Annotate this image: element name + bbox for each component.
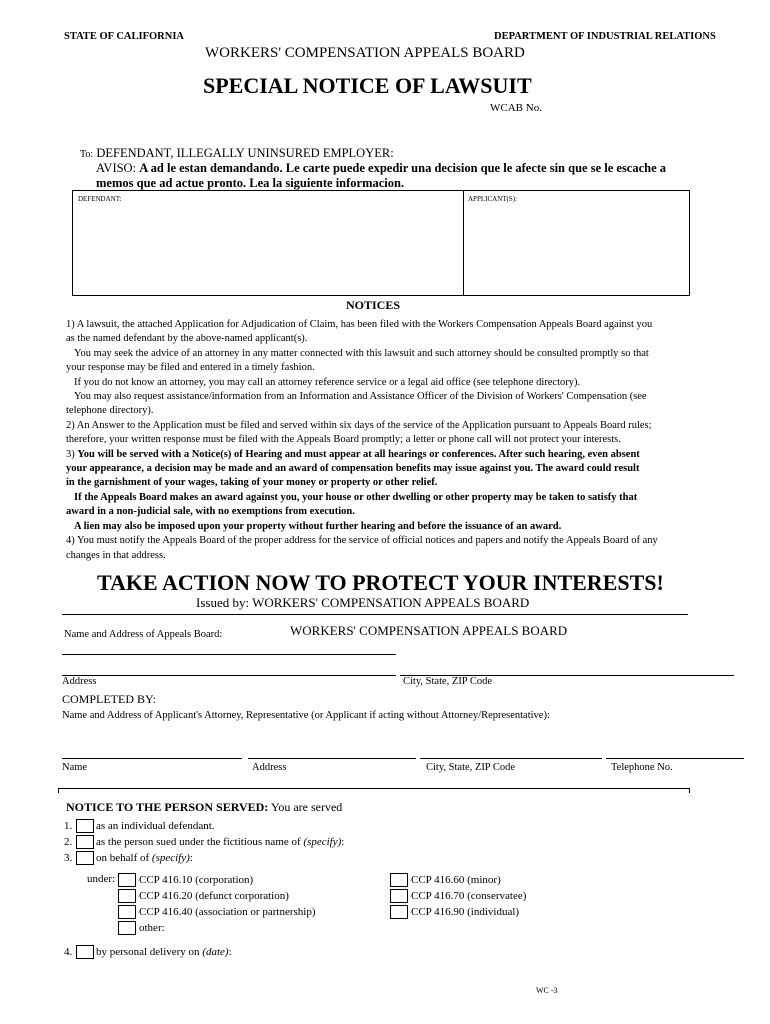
- notice-2-line: therefore, your written response must be filed with the Appeals Board promptly; a letter or phone call will not protect your interests.: [66, 434, 621, 446]
- notice-1-line: telephone directory).: [66, 405, 154, 417]
- notices-heading: NOTICES: [346, 298, 401, 312]
- item-4-label: [96, 946, 232, 958]
- ccp-416-70-label: CCP 416.70 (conservatee): [411, 890, 527, 902]
- aviso-line-1: [96, 161, 666, 176]
- applicant-label: APPLICANT(S):: [468, 195, 518, 203]
- board-name-line: [62, 654, 396, 655]
- ccp-416-40-label: CCP 416.40 (association or partnership): [139, 906, 316, 918]
- served-heading: [66, 800, 342, 815]
- served-box-top: [58, 788, 690, 793]
- ccp-416-70-checkbox[interactable]: [390, 889, 408, 903]
- aviso-label: AVISO:: [96, 161, 137, 175]
- item-1-number: 1.: [64, 820, 73, 832]
- divider: [62, 614, 688, 615]
- notice-3-line: A lien may also be imposed upon your property without further hearing and before the issuance of an award.: [74, 520, 562, 532]
- notice-4-line: 4) You must notify the Appeals Board of the proper address for the service of official notices and papers and notify the Appeals Board of any: [66, 535, 658, 547]
- defendant-label: DEFENDANT:: [78, 195, 122, 203]
- ccp-416-20-checkbox[interactable]: [118, 889, 136, 903]
- ccp-416-90-checkbox[interactable]: [390, 905, 408, 919]
- item-3-text: on behalf of: [96, 852, 152, 864]
- item-3-colon: :: [189, 852, 193, 864]
- item-4-text: by personal delivery on: [96, 946, 203, 958]
- address-line: [248, 758, 416, 759]
- item-3-label: [96, 852, 193, 864]
- ccp-416-90-label: CCP 416.90 (individual): [411, 906, 520, 918]
- board-name-label: Name and Address of Appeals Board:: [64, 629, 223, 640]
- state-label: STATE OF CALIFORNIA: [64, 31, 184, 42]
- notice-1-line: You may seek the advice of an attorney in any matter connected with this lawsuit and such attorney should be consulted promptly so that: [74, 347, 649, 359]
- individual-defendant-checkbox[interactable]: [76, 819, 94, 833]
- form-id: WC -3: [536, 986, 558, 995]
- item-2-text: as the person sued under the fictitious name of: [96, 836, 304, 848]
- notice-1-line: If you do not know an attorney, you may call an attorney reference service or a legal aid office (see telephone directory).: [74, 376, 581, 388]
- name-line: [62, 758, 242, 759]
- completed-by-label: COMPLETED BY:: [62, 692, 156, 706]
- board-name-value: WORKERS' COMPENSATION APPEALS BOARD: [290, 623, 568, 638]
- notice-3-number: 3): [66, 448, 75, 460]
- item-2-label: [96, 836, 344, 848]
- board-city-label: City, State, ZIP Code: [403, 676, 493, 687]
- board-address-line: [62, 675, 396, 676]
- notice-3-line: If the Appeals Board makes an award against you, your house or other dwelling or other property may be taken to satisfy that: [74, 491, 638, 503]
- action-title: TAKE ACTION NOW TO PROTECT YOUR INTERESTS!: [97, 570, 664, 595]
- to-line: [80, 146, 394, 161]
- notice-1-line: 1) A lawsuit, the attached Application for Adjudication of Claim, has been filed with the Workers Compensation Appeals Board against you: [66, 319, 653, 330]
- notice-1-line: You may also request assistance/information from an Information and Assistance Officer of the Division of Workers' Compensation (see: [74, 391, 647, 403]
- notice-3-text: You will be served with a Notice(s) of Hearing and must appear at all hearings or conferences. After such hearing, even absent: [77, 448, 640, 460]
- notice-1-line: your response may be filed and entered in a timely fashion.: [66, 362, 315, 374]
- to-prefix: To:: [80, 149, 94, 160]
- telephone-label: Telephone No.: [611, 762, 673, 773]
- parties-box: [72, 190, 690, 296]
- telephone-line: [606, 758, 744, 759]
- ccp-416-20-label: CCP 416.20 (defunct corporation): [139, 890, 289, 902]
- completed-by-sublabel: Name and Address of Applicant's Attorney, Representative (or Applicant if acting without Attorney/Representative):: [62, 710, 550, 721]
- ccp-416-60-label: CCP 416.60 (minor): [411, 874, 501, 886]
- served-heading-rest: You are served: [268, 800, 343, 814]
- item-1-label: as an individual defendant.: [96, 820, 215, 832]
- under-label: under:: [87, 873, 116, 885]
- notices-body: [66, 318, 726, 563]
- notice-3-line: [66, 448, 726, 462]
- notice-4-line: changes in that address.: [66, 549, 166, 561]
- notice-3-line: in the garnishment of your wages, taking of your money or property or other relief.: [66, 477, 438, 489]
- department-label: DEPARTMENT OF INDUSTRIAL RELATIONS: [494, 31, 716, 42]
- ccp-416-40-checkbox[interactable]: [118, 905, 136, 919]
- fictitious-name-checkbox[interactable]: [76, 835, 94, 849]
- ccp-416-60-checkbox[interactable]: [390, 873, 408, 887]
- city-label: City, State, ZIP Code: [426, 762, 516, 773]
- served-heading-bold: NOTICE TO THE PERSON SERVED:: [66, 800, 269, 814]
- aviso-text-1: A ad le estan demandando. Le carte puede expedir una decision que le afecte sin que se le escache a: [139, 161, 667, 175]
- item-2-specify: (specify): [303, 836, 342, 848]
- on-behalf-checkbox[interactable]: [76, 851, 94, 865]
- item-4-date: (date): [202, 946, 229, 958]
- notice-3-line: award in a non-judicial sale, with no exemptions from execution.: [66, 506, 355, 518]
- ccp-416-10-label: CCP 416.10 (corporation): [139, 874, 254, 886]
- notice-3-line: your appearance, a decision may be made and an award of compensation benefits may issue against you. The award could result: [66, 463, 640, 475]
- city-line: [420, 758, 602, 759]
- other-checkbox[interactable]: [118, 921, 136, 935]
- board-address-label: Address: [62, 676, 97, 687]
- issued-by: Issued by: WORKERS' COMPENSATION APPEALS BOARD: [196, 595, 530, 610]
- other-label: other:: [139, 922, 165, 934]
- parties-divider: [463, 190, 464, 296]
- item-2-number: 2.: [64, 836, 73, 848]
- personal-delivery-checkbox[interactable]: [76, 945, 94, 959]
- notice-2-line: 2) An Answer to the Application must be filed and served within six days of the service of the Application pursuant to Appeals Board rules;: [66, 419, 652, 431]
- notice-1-line: as the named defendant by the above-named applicant(s).: [66, 333, 308, 345]
- item-4-number: 4.: [64, 946, 73, 958]
- aviso-line-2: memos que ad actue pronto. Lea la siguiente informacion.: [96, 176, 405, 190]
- to-text: DEFENDANT, ILLEGALLY UNINSURED EMPLOYER:: [96, 146, 394, 160]
- wcab-number-label: WCAB No.: [490, 102, 542, 114]
- ccp-416-10-checkbox[interactable]: [118, 873, 136, 887]
- item-4-colon: :: [228, 946, 232, 958]
- name-label: Name: [62, 762, 88, 773]
- address-label: Address: [252, 762, 287, 773]
- page-title: SPECIAL NOTICE OF LAWSUIT: [203, 73, 532, 98]
- item-3-number: 3.: [64, 852, 73, 864]
- board-name: WORKERS' COMPENSATION APPEALS BOARD: [205, 45, 525, 61]
- item-3-specify: (specify): [151, 852, 190, 864]
- item-2-colon: :: [341, 836, 345, 848]
